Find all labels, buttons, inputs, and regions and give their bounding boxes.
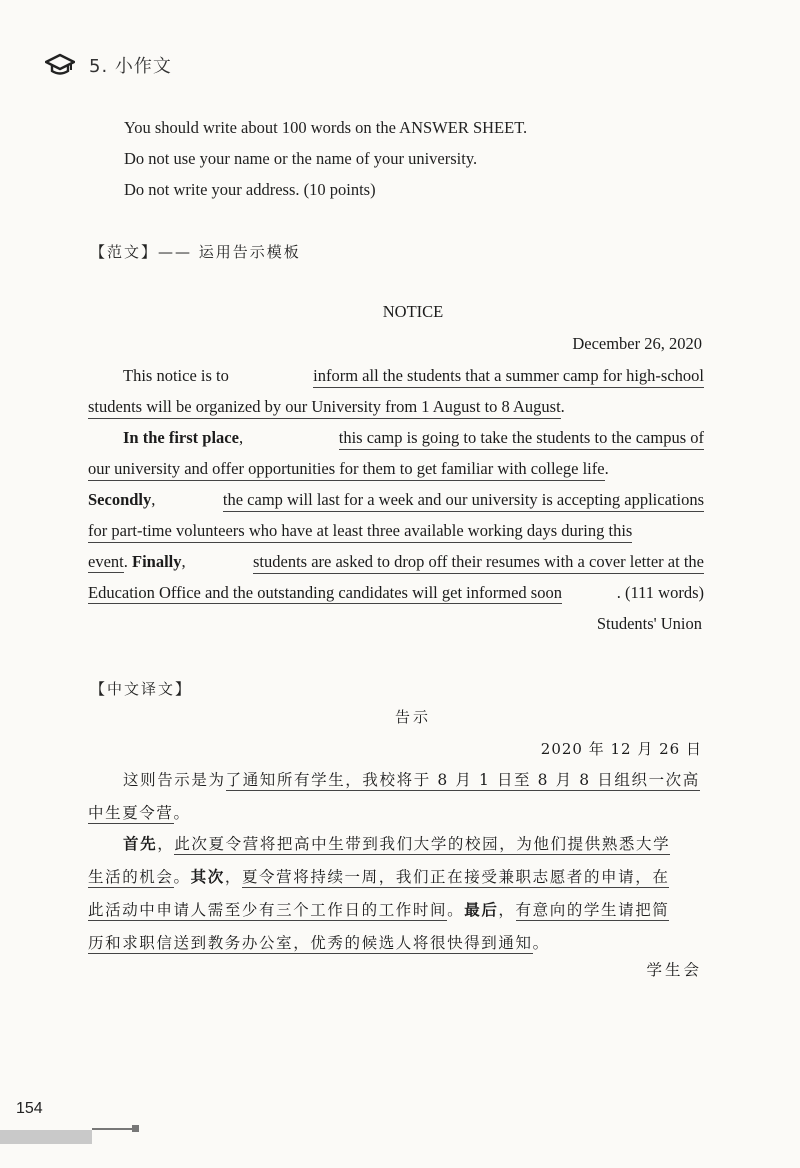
instruction-line: Do not write your address. (10 points) bbox=[124, 180, 376, 199]
footer-decoration-line bbox=[92, 1128, 132, 1130]
translation-date: 2020 年 12 月 26 日 bbox=[540, 740, 702, 758]
page-number: 154 bbox=[16, 1100, 43, 1117]
section-title: 5. 小作文 bbox=[89, 56, 172, 77]
footer-decoration-square bbox=[132, 1125, 139, 1132]
notice-signature: Students' Union bbox=[596, 614, 702, 633]
instruction-line: Do not use your name or the name of your university. bbox=[124, 149, 478, 168]
translation-paragraph-1: 这则告示是为了通知所有学生，我校将于 8 月 1 日至 8 月 8 日组织一次高 中生夏令营。 bbox=[88, 771, 700, 822]
translation-paragraph-2: 首先，此次夏令营将把高中生带到我们大学的校园，为他们提供熟悉大学 生活的机会。其次，夏令营将持续一周，我们正在接受兼职志愿者的申请，在 此活动中申请人需至少有三个工作日的工作时间。最后，有意向的学生请把简 历和求职信送到教务办公室，优秀的候选人将很快得到通知。 bbox=[88, 834, 671, 952]
graduation-cap-icon bbox=[45, 52, 75, 78]
instruction-line: You should write about 100 words on the ANSWER SHEET. bbox=[124, 118, 528, 137]
notice-date: December 26, 2020 bbox=[572, 334, 702, 353]
translation-label: 【中文译文】 bbox=[90, 680, 193, 698]
model-essay-label: 【范文】—— 运用告示模板 bbox=[90, 243, 301, 261]
translation-signature: 学生会 bbox=[646, 961, 702, 979]
translation-title: 告示 bbox=[394, 708, 431, 726]
notice-paragraph-2: In the first place, this camp is going to take the students to the campus of our university and offer opportunities for them to get familiar with college life . Secondly, the camp will last for a week and our university is accepting applications for part-time volunteers who have at least three available working days during this event. Finally, students are asked to drop off their resumes with a cover letter at the Education Office and the outstanding candidates will get informed soon . (111 words) bbox=[88, 428, 704, 602]
notice-paragraph-1: This notice is to inform all the students that a summer camp for high-school students will be organized by our University from 1 August to 8 August . bbox=[88, 366, 704, 428]
section-header bbox=[45, 52, 172, 78]
notice-title: NOTICE bbox=[382, 302, 444, 321]
footer-decoration-bar bbox=[0, 1130, 92, 1144]
